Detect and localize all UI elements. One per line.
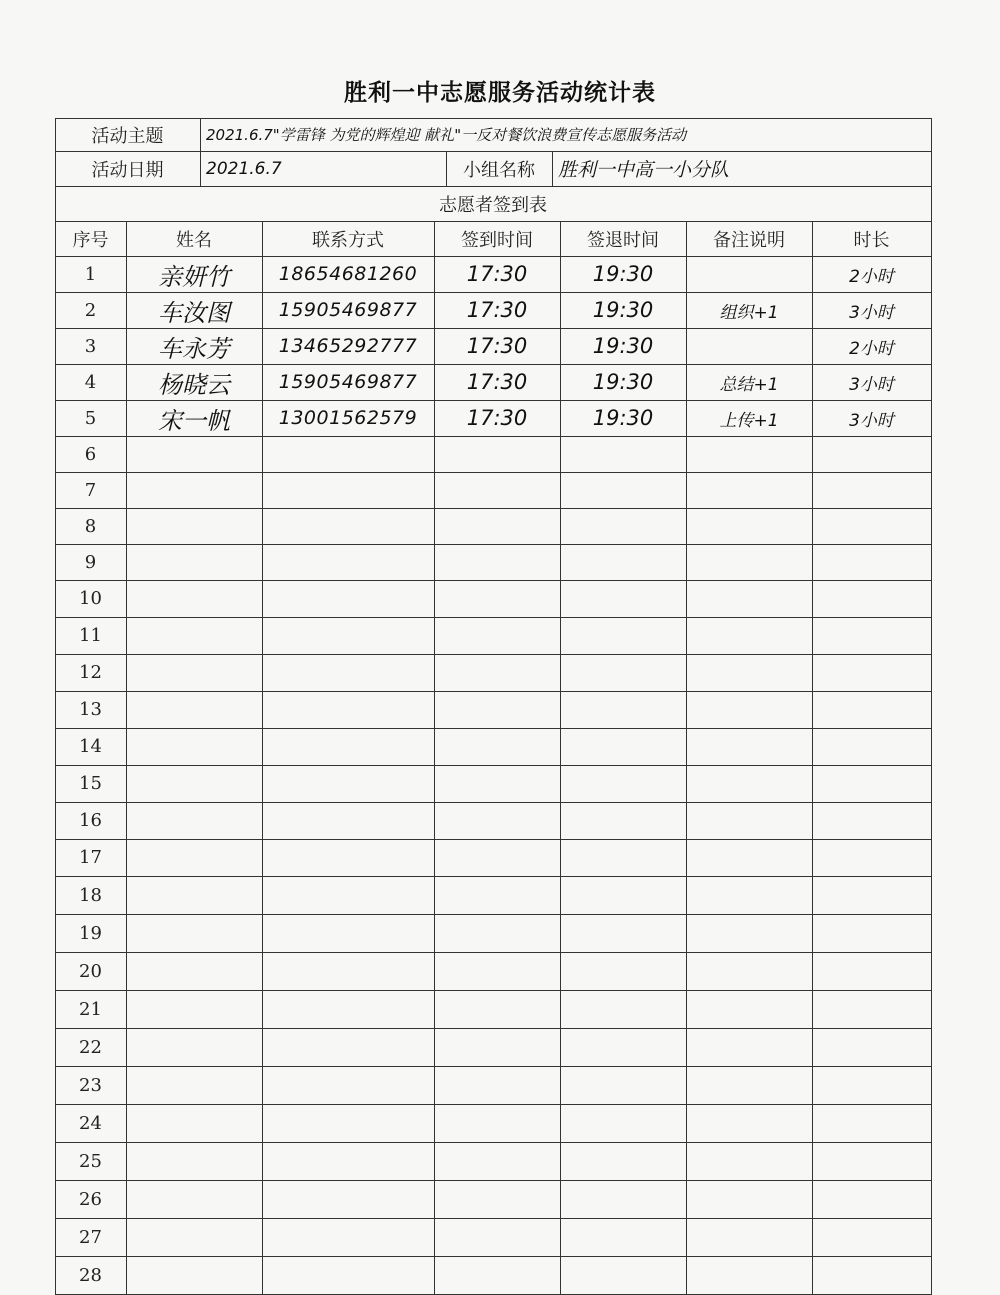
row-number: 12 bbox=[79, 662, 102, 683]
duration bbox=[812, 1218, 931, 1256]
table-border-right bbox=[931, 118, 932, 1295]
column-header-checkout: 签退时间 bbox=[587, 229, 659, 251]
contact-phone: 18654681260 bbox=[278, 263, 418, 285]
checkout-time bbox=[560, 1256, 686, 1294]
contact-phone bbox=[262, 1218, 434, 1256]
checkin-time: 17:30 bbox=[466, 370, 528, 394]
contact-phone bbox=[262, 1256, 434, 1294]
remark bbox=[686, 952, 812, 990]
remark bbox=[686, 1142, 812, 1180]
row-number: 9 bbox=[84, 551, 97, 573]
checkout-time bbox=[560, 876, 686, 914]
volunteer-name: 宋一帆 bbox=[158, 406, 230, 435]
row-number: 4 bbox=[84, 371, 97, 393]
remark bbox=[686, 1066, 812, 1104]
duration bbox=[812, 1066, 931, 1104]
checkin-time bbox=[434, 1218, 560, 1256]
checkout-time bbox=[560, 472, 686, 508]
row-number: 3 bbox=[84, 335, 97, 357]
row-number: 7 bbox=[84, 479, 97, 501]
checkout-time bbox=[560, 914, 686, 952]
volunteer-name: 杨晓云 bbox=[158, 370, 230, 399]
checkin-time bbox=[434, 839, 560, 876]
checkin-time bbox=[434, 1028, 560, 1066]
theme-value: 2021.6.7"学雷锋 为党的辉煌迎 献礼"一反对餐饮浪费宣传志愿服务活动 bbox=[206, 126, 687, 144]
row-number: 14 bbox=[79, 736, 102, 757]
duration bbox=[812, 839, 931, 876]
row-number: 1 bbox=[84, 263, 97, 285]
row-number: 26 bbox=[79, 1188, 102, 1210]
checkin-time bbox=[434, 691, 560, 728]
volunteer-name bbox=[126, 1180, 262, 1218]
checkout-time bbox=[560, 765, 686, 802]
contact-phone bbox=[262, 544, 434, 580]
checkout-time bbox=[560, 802, 686, 839]
duration bbox=[812, 952, 931, 990]
volunteer-name bbox=[126, 544, 262, 580]
contact-phone bbox=[262, 728, 434, 765]
remark: 组织+1 bbox=[719, 302, 779, 323]
volunteer-name bbox=[126, 580, 262, 617]
contact-phone bbox=[262, 691, 434, 728]
checkin-time bbox=[434, 617, 560, 654]
contact-phone bbox=[262, 1180, 434, 1218]
statistics-table bbox=[55, 118, 931, 1295]
date-value: 2021.6.7 bbox=[206, 158, 282, 179]
contact-phone bbox=[262, 990, 434, 1028]
checkout-time bbox=[560, 728, 686, 765]
duration bbox=[812, 436, 931, 472]
remark bbox=[686, 617, 812, 654]
checkin-time bbox=[434, 990, 560, 1028]
duration bbox=[812, 580, 931, 617]
checkin-time bbox=[434, 802, 560, 839]
theme-label: 活动主题 bbox=[91, 125, 164, 147]
volunteer-name bbox=[126, 1142, 262, 1180]
volunteer-name bbox=[126, 508, 262, 544]
row-number: 25 bbox=[79, 1150, 102, 1172]
remark bbox=[686, 802, 812, 839]
checkin-time: 17:30 bbox=[466, 298, 528, 322]
checkout-time: 19:30 bbox=[592, 406, 654, 430]
contact-phone bbox=[262, 654, 434, 691]
row-number: 5 bbox=[84, 407, 97, 429]
remark bbox=[686, 328, 812, 364]
row-number: 6 bbox=[84, 443, 97, 465]
group-value: 胜利一中高一小分队 bbox=[558, 159, 730, 181]
checkin-time: 17:30 bbox=[466, 406, 528, 430]
duration: 3小时 bbox=[849, 410, 894, 431]
volunteer-name bbox=[126, 839, 262, 876]
contact-phone bbox=[262, 472, 434, 508]
volunteer-name bbox=[126, 728, 262, 765]
duration bbox=[812, 654, 931, 691]
remark bbox=[686, 990, 812, 1028]
checkin-time bbox=[434, 1256, 560, 1294]
contact-phone: 13465292777 bbox=[278, 335, 418, 357]
checkout-time bbox=[560, 544, 686, 580]
checkout-time bbox=[560, 691, 686, 728]
contact-phone bbox=[262, 508, 434, 544]
checkout-time bbox=[560, 508, 686, 544]
contact-phone bbox=[262, 802, 434, 839]
remark bbox=[686, 1180, 812, 1218]
checkin-time bbox=[434, 1066, 560, 1104]
duration bbox=[812, 990, 931, 1028]
contact-phone: 15905469877 bbox=[278, 371, 418, 393]
volunteer-name bbox=[126, 617, 262, 654]
row-number: 23 bbox=[79, 1074, 102, 1096]
contact-phone bbox=[262, 617, 434, 654]
volunteer-name: 车永芳 bbox=[158, 334, 230, 363]
checkin-time: 17:30 bbox=[466, 262, 528, 286]
row-number: 28 bbox=[79, 1264, 102, 1286]
duration bbox=[812, 914, 931, 952]
duration: 2小时 bbox=[849, 266, 894, 287]
checkout-time: 19:30 bbox=[592, 370, 654, 394]
checkout-time bbox=[560, 1218, 686, 1256]
remark bbox=[686, 508, 812, 544]
duration bbox=[812, 765, 931, 802]
duration bbox=[812, 1180, 931, 1218]
checkout-time bbox=[560, 1180, 686, 1218]
duration bbox=[812, 691, 931, 728]
contact-phone bbox=[262, 914, 434, 952]
contact-phone bbox=[262, 839, 434, 876]
remark bbox=[686, 1104, 812, 1142]
volunteer-name bbox=[126, 1256, 262, 1294]
date-label: 活动日期 bbox=[91, 159, 164, 181]
volunteer-name bbox=[126, 1028, 262, 1066]
checkin-time bbox=[434, 1180, 560, 1218]
volunteer-name bbox=[126, 691, 262, 728]
checkin-time bbox=[434, 765, 560, 802]
volunteer-name bbox=[126, 952, 262, 990]
volunteer-name bbox=[126, 1218, 262, 1256]
row-number: 16 bbox=[79, 810, 102, 831]
column-header-note: 备注说明 bbox=[713, 229, 785, 251]
volunteer-name bbox=[126, 654, 262, 691]
row-number: 15 bbox=[79, 773, 102, 794]
checkin-time bbox=[434, 876, 560, 914]
volunteer-name bbox=[126, 1066, 262, 1104]
duration bbox=[812, 1256, 931, 1294]
volunteer-name bbox=[126, 990, 262, 1028]
contact-phone bbox=[262, 580, 434, 617]
checkout-time bbox=[560, 1104, 686, 1142]
row-number: 11 bbox=[79, 625, 102, 646]
contact-phone bbox=[262, 952, 434, 990]
column-header-checkin: 签到时间 bbox=[461, 229, 533, 251]
volunteer-name bbox=[126, 876, 262, 914]
checkin-time bbox=[434, 436, 560, 472]
checkin-time bbox=[434, 472, 560, 508]
volunteer-name bbox=[126, 436, 262, 472]
duration bbox=[812, 544, 931, 580]
row-number: 19 bbox=[79, 922, 102, 944]
signin-table-title: 志愿者签到表 bbox=[439, 194, 547, 216]
checkout-time: 19:30 bbox=[592, 262, 654, 286]
volunteer-name bbox=[126, 1104, 262, 1142]
remark: 上传+1 bbox=[719, 410, 779, 431]
duration bbox=[812, 1142, 931, 1180]
remark bbox=[686, 691, 812, 728]
checkin-time bbox=[434, 654, 560, 691]
column-header-no: 序号 bbox=[72, 229, 109, 251]
remark bbox=[686, 1256, 812, 1294]
volunteer-name bbox=[126, 914, 262, 952]
remark bbox=[686, 580, 812, 617]
duration bbox=[812, 1104, 931, 1142]
checkout-time bbox=[560, 580, 686, 617]
row-number: 27 bbox=[79, 1226, 102, 1248]
checkin-time bbox=[434, 580, 560, 617]
duration bbox=[812, 876, 931, 914]
group-label: 小组名称 bbox=[463, 159, 535, 181]
checkout-time bbox=[560, 839, 686, 876]
checkin-time bbox=[434, 1142, 560, 1180]
row-number: 8 bbox=[84, 515, 97, 537]
remark bbox=[686, 839, 812, 876]
checkout-time bbox=[560, 1066, 686, 1104]
checkin-time bbox=[434, 508, 560, 544]
column-header-phone: 联系方式 bbox=[312, 229, 384, 251]
checkin-time bbox=[434, 914, 560, 952]
contact-phone bbox=[262, 765, 434, 802]
contact-phone bbox=[262, 1028, 434, 1066]
volunteer-name: 车汝图 bbox=[158, 298, 230, 327]
remark bbox=[686, 728, 812, 765]
duration bbox=[812, 1028, 931, 1066]
duration bbox=[812, 472, 931, 508]
checkin-time bbox=[434, 1104, 560, 1142]
row-number: 2 bbox=[84, 299, 97, 321]
duration bbox=[812, 802, 931, 839]
row-number: 20 bbox=[79, 960, 102, 982]
checkout-time bbox=[560, 1142, 686, 1180]
row-number: 18 bbox=[79, 884, 102, 906]
checkin-time bbox=[434, 952, 560, 990]
checkout-time bbox=[560, 436, 686, 472]
checkout-time: 19:30 bbox=[592, 298, 654, 322]
checkout-time bbox=[560, 990, 686, 1028]
duration: 3小时 bbox=[849, 302, 894, 323]
checkin-time bbox=[434, 728, 560, 765]
checkout-time bbox=[560, 1028, 686, 1066]
column-header-duration: 时长 bbox=[853, 229, 890, 251]
remark bbox=[686, 256, 812, 292]
volunteer-name bbox=[126, 765, 262, 802]
row-number: 10 bbox=[79, 588, 102, 609]
checkout-time bbox=[560, 617, 686, 654]
page-title: 胜利一中志愿服务活动统计表 bbox=[344, 80, 656, 106]
remark bbox=[686, 876, 812, 914]
contact-phone bbox=[262, 1142, 434, 1180]
checkin-time bbox=[434, 544, 560, 580]
duration: 3小时 bbox=[849, 374, 894, 395]
contact-phone: 15905469877 bbox=[278, 299, 418, 321]
remark bbox=[686, 436, 812, 472]
remark bbox=[686, 765, 812, 802]
remark bbox=[686, 1028, 812, 1066]
duration bbox=[812, 617, 931, 654]
contact-phone bbox=[262, 1066, 434, 1104]
checkout-time bbox=[560, 654, 686, 691]
row-number: 22 bbox=[79, 1036, 102, 1058]
contact-phone bbox=[262, 1104, 434, 1142]
remark: 总结+1 bbox=[719, 374, 779, 395]
row-number: 17 bbox=[79, 847, 102, 868]
volunteer-name bbox=[126, 802, 262, 839]
contact-phone bbox=[262, 436, 434, 472]
duration bbox=[812, 728, 931, 765]
row-number: 13 bbox=[79, 699, 102, 720]
row-number: 21 bbox=[79, 998, 102, 1020]
checkin-time: 17:30 bbox=[466, 334, 528, 358]
duration bbox=[812, 508, 931, 544]
remark bbox=[686, 544, 812, 580]
column-header-name: 姓名 bbox=[176, 229, 212, 251]
remark bbox=[686, 472, 812, 508]
contact-phone bbox=[262, 876, 434, 914]
checkout-time bbox=[560, 952, 686, 990]
volunteer-name: 亲妍竹 bbox=[158, 262, 230, 291]
volunteer-name bbox=[126, 472, 262, 508]
row-number: 24 bbox=[79, 1112, 102, 1134]
contact-phone: 13001562579 bbox=[278, 407, 418, 429]
remark bbox=[686, 1218, 812, 1256]
checkout-time: 19:30 bbox=[592, 334, 654, 358]
duration: 2小时 bbox=[849, 338, 894, 359]
remark bbox=[686, 654, 812, 691]
remark bbox=[686, 914, 812, 952]
